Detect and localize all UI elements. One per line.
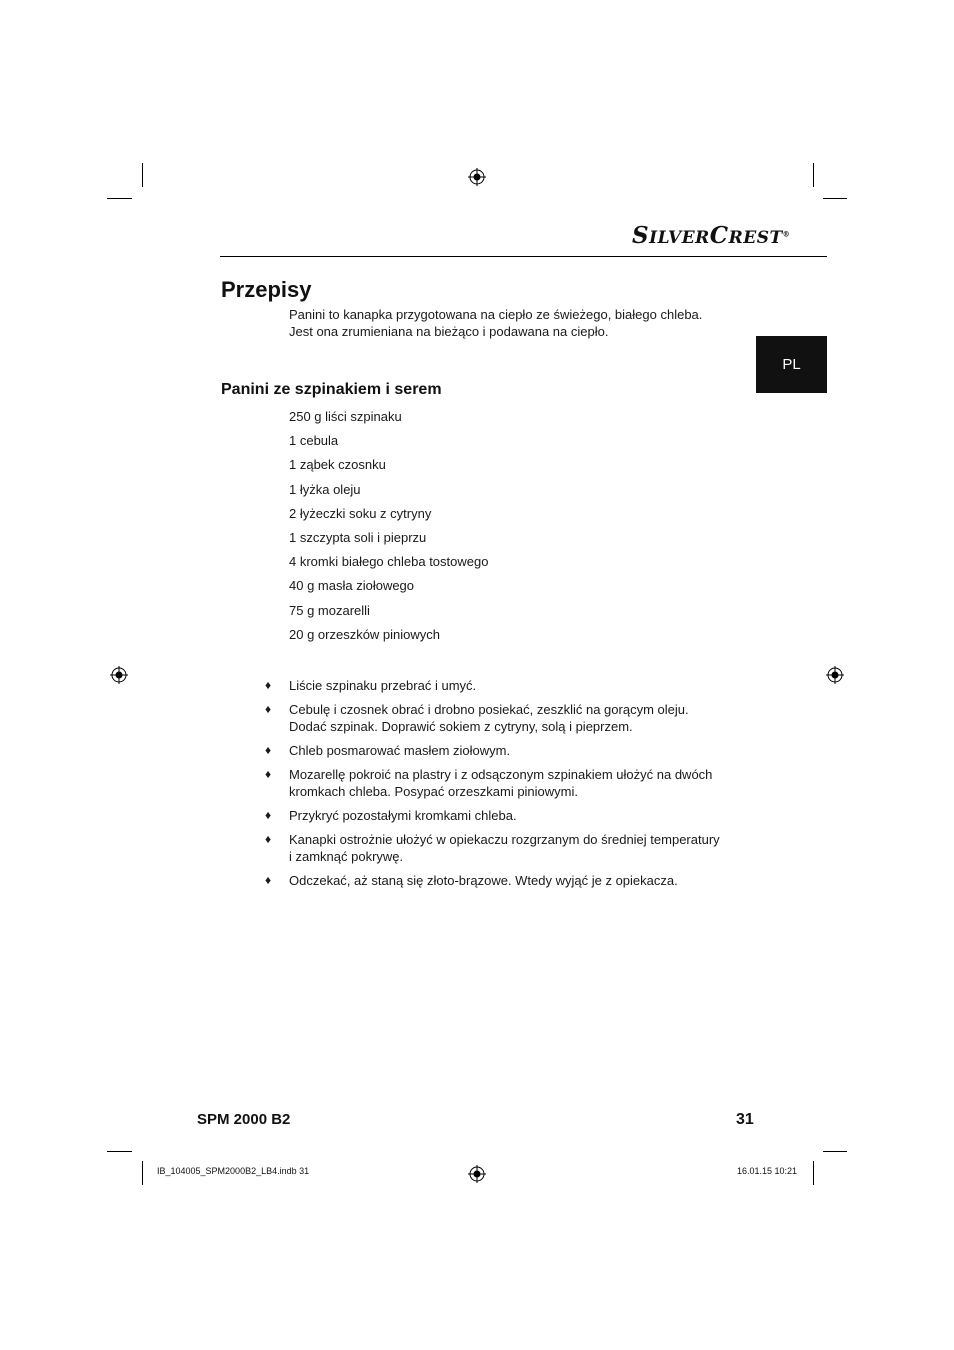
registration-mark-icon (826, 666, 844, 684)
intro-text (289, 306, 729, 340)
diamond-bullet-icon: ♦ (265, 702, 272, 716)
registration-mark-icon (468, 1165, 486, 1183)
diamond-bullet-icon: ♦ (265, 743, 272, 757)
ingredient-item: 1 szczypta soli i pieprzu (289, 529, 427, 545)
header-divider (220, 256, 827, 257)
step-text: Mozarellę pokroić na plastry i z odsączonym szpinakiem ułożyć na dwóch kromkach chleba. Posypać orzeszkami piniowymi. (289, 767, 713, 799)
crop-mark (107, 198, 132, 199)
crop-mark (142, 163, 143, 187)
step-text: Odczekać, aż staną się złoto-brązowe. Wtedy wyjąć je z opiekacza. (289, 873, 678, 888)
ingredient-item: 1 ząbek czosnku (289, 457, 386, 473)
ingredient-item: 20 g orzeszków piniowych (289, 626, 441, 642)
ingredient-item: 1 cebula (289, 433, 339, 449)
page-number: 31 (736, 1111, 754, 1128)
step-text: Cebulę i czosnek obrać i drobno posiekać, zeszklić na gorącym oleju. Dodać szpinak. Doprawić sokiem z cytryny, solą i pieprzem. (289, 702, 689, 734)
diamond-bullet-icon: ♦ (265, 873, 272, 887)
recipe-title: Panini ze szpinakiem i serem (221, 381, 442, 398)
crop-mark (813, 163, 814, 187)
language-tab (756, 336, 827, 393)
ingredient-item: 2 łyżeczki soku z cytryny (289, 505, 432, 521)
page-title: Przepisy (221, 277, 312, 302)
step-item (262, 701, 722, 735)
registration-mark-icon (110, 666, 128, 684)
step-list (262, 677, 722, 896)
model-number: SPM 2000 B2 (197, 1111, 291, 1128)
ingredient-item: 4 kromki białego chleba tostowego (289, 554, 489, 570)
crop-mark (823, 198, 847, 199)
step-text: Liście szpinaku przebrać i umyć. (289, 678, 477, 693)
diamond-bullet-icon: ♦ (265, 767, 272, 781)
intro-line: Jest ona zrumieniana na bieżąco i podawana na ciepło. (289, 324, 609, 339)
step-text: Chleb posmarować masłem ziołowym. (289, 743, 511, 758)
crop-mark (142, 1161, 143, 1185)
intro-line: Panini to kanapka przygotowana na ciepło ze świeżego, białego chleba. (289, 307, 703, 322)
step-item (262, 677, 722, 694)
step-text: Kanapki ostrożnie ułożyć w opiekaczu rozgrzanym do średniej temperatury i zamknąć pokrywę. (289, 832, 720, 864)
crop-mark (823, 1151, 847, 1152)
ingredient-item: 40 g masła ziołowego (289, 578, 415, 594)
diamond-bullet-icon: ♦ (265, 808, 272, 822)
brand-logo: SILVERCREST® (632, 222, 791, 249)
print-date-info: 16.01.15 10:21 (737, 1166, 798, 1176)
ingredient-item: 1 łyżka oleju (289, 481, 361, 497)
step-text: Przykryć pozostałymi kromkami chleba. (289, 808, 517, 823)
step-item (262, 766, 722, 800)
ingredient-list (289, 408, 488, 650)
step-item (262, 742, 722, 759)
diamond-bullet-icon: ♦ (265, 832, 272, 846)
step-item (262, 807, 722, 824)
diamond-bullet-icon: ♦ (265, 678, 272, 692)
language-tab-label: PL (782, 356, 801, 373)
ingredient-item: 75 g mozarelli (289, 602, 370, 618)
step-item (262, 831, 722, 865)
crop-mark (813, 1161, 814, 1185)
print-file-info: IB_104005_SPM2000B2_LB4.indb 31 (157, 1166, 310, 1176)
registration-mark-icon (468, 168, 486, 186)
crop-mark (107, 1151, 132, 1152)
step-item (262, 872, 722, 889)
ingredient-item: 250 g liści szpinaku (289, 409, 402, 424)
